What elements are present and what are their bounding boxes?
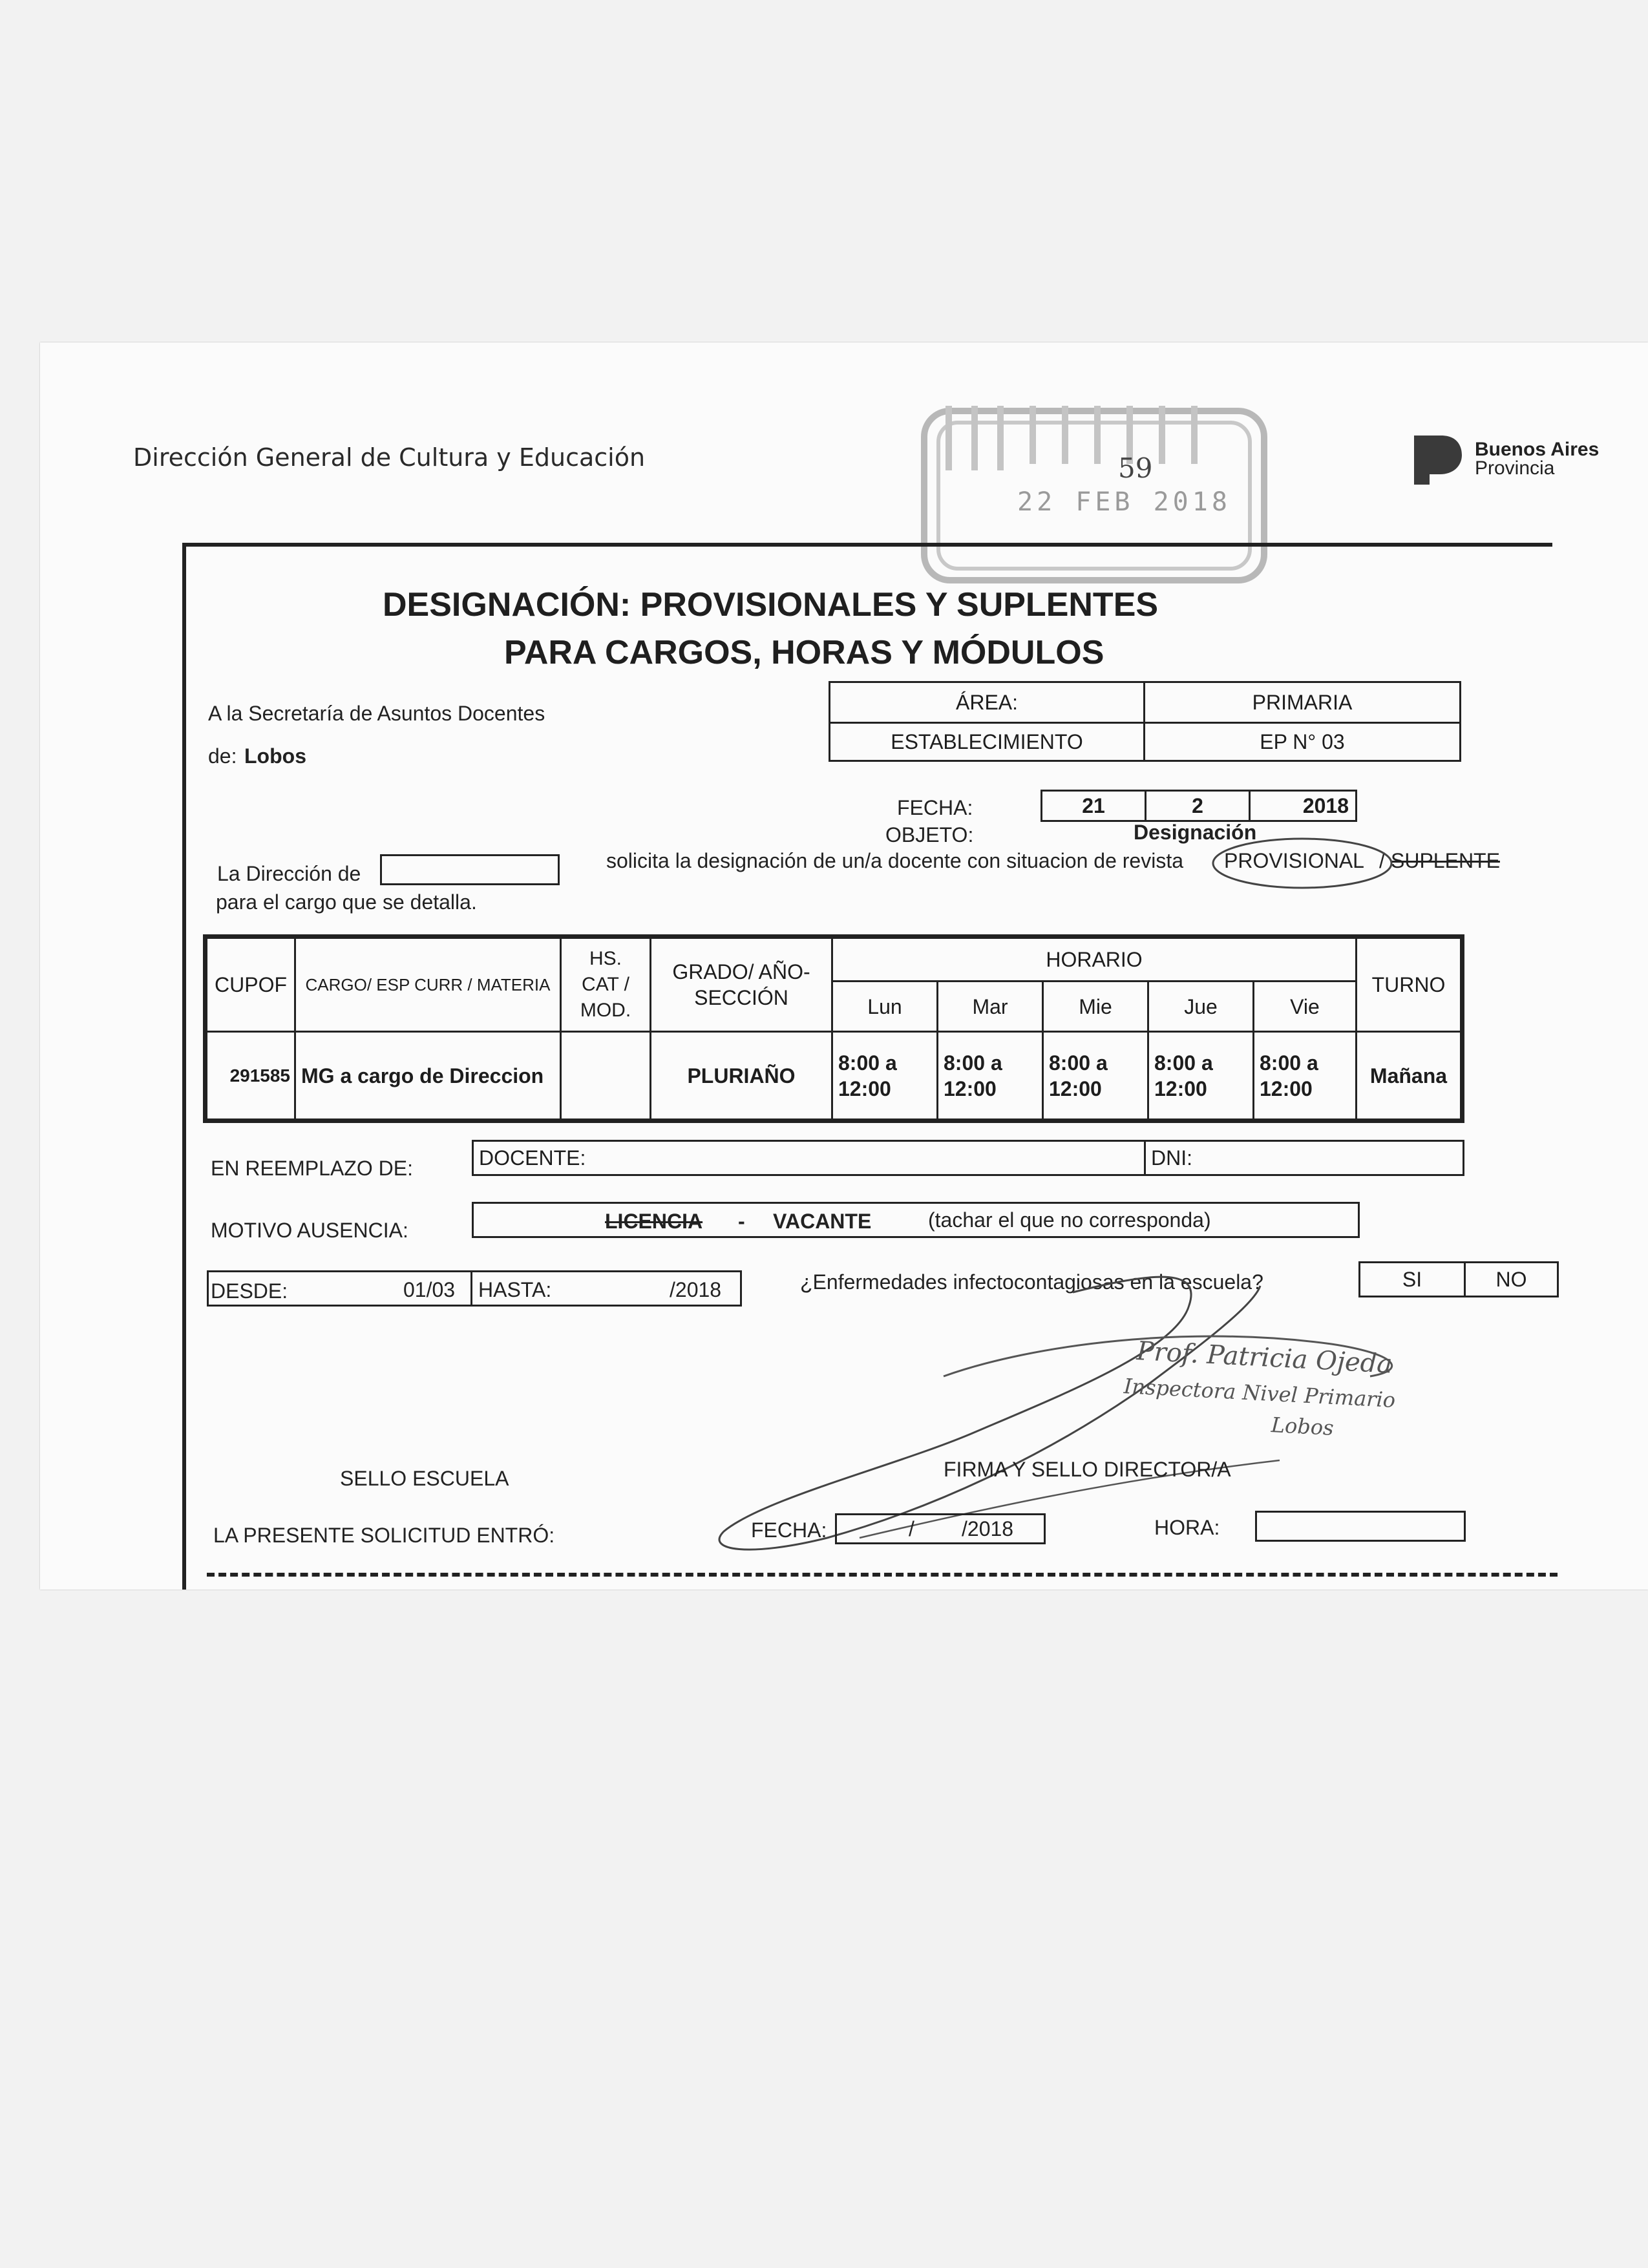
signature-place: Lobos (1271, 1412, 1335, 1441)
recipient-line: A la Secretaría de Asuntos Docentes (208, 702, 545, 725)
objeto-label: OBJETO: (885, 823, 974, 846)
footer-hora-label: HORA: (1154, 1516, 1220, 1539)
row-grado: PLURIAÑO (650, 1031, 833, 1120)
row-schedule-mie: 8:00 a 12:00 (1042, 1031, 1149, 1120)
frame-left-border (182, 543, 186, 1590)
option-separator: / (1379, 849, 1385, 872)
objeto-value: Designación (1134, 821, 1257, 844)
header-cupof: CUPOF (206, 937, 296, 1033)
stamp-date: 22 FEB 2018 (1017, 487, 1231, 517)
signature-name: Prof. Patricia Ojeda (1136, 1336, 1393, 1380)
enfermedades-no[interactable]: NO (1464, 1261, 1559, 1297)
header-day-mie: Mie (1042, 980, 1149, 1033)
buenos-aires-logo-icon (1408, 429, 1467, 488)
hasta-value[interactable]: /2018 (670, 1278, 722, 1301)
provisional-circle-mark-icon (1209, 834, 1396, 893)
sello-escuela-label: SELLO ESCUELA (340, 1467, 509, 1490)
footer-fecha-year: /2018 (962, 1517, 1014, 1540)
footer-fecha-field[interactable] (835, 1513, 1046, 1544)
form-title-line2: PARA CARGOS, HORAS Y MÓDULOS (504, 634, 1104, 671)
dni-field[interactable]: DNI: (1144, 1140, 1464, 1176)
footer-fecha-label: FECHA: (751, 1518, 827, 1542)
area-label: ÁREA: (829, 681, 1145, 724)
firma-director-label: FIRMA Y SELLO DIRECTOR/A (944, 1458, 1231, 1481)
header-day-lun: Lun (831, 980, 938, 1033)
province-name: Buenos Aires (1475, 439, 1600, 460)
header-grado: GRADO/ AÑO- SECCIÓN (650, 937, 833, 1033)
direccion-label: La Dirección de (217, 862, 361, 885)
row-hs-cat (560, 1031, 651, 1120)
fecha-month: 2 (1145, 790, 1251, 822)
row-schedule-jue: 8:00 a 12:00 (1147, 1031, 1254, 1120)
row-cupof: 291585 (206, 1031, 296, 1120)
option-provisional: PROVISIONAL (1224, 849, 1364, 872)
option-suplente: SUPLENTE (1391, 849, 1500, 872)
periodo-divider (470, 1270, 472, 1307)
fecha-year: 2018 (1249, 790, 1357, 822)
province-sub: Provincia (1475, 457, 1555, 479)
establecimiento-value: EP N° 03 (1143, 722, 1461, 762)
enfermedades-question: ¿Enfermedades infectocontagiosas en la escuela? (800, 1270, 1263, 1294)
motivo-licencia: LICENCIA (605, 1210, 703, 1233)
solicita-text: solicita la designación de un/a docente con situacion de revista (606, 849, 1184, 872)
hasta-label: HASTA: (478, 1278, 552, 1301)
desde-label: DESDE: (211, 1279, 288, 1303)
establecimiento-label: ESTABLECIMIENTO (829, 722, 1145, 762)
cut-line (207, 1573, 1558, 1577)
motivo-note: (tachar el que no corresponda) (928, 1208, 1211, 1232)
header-cargo: CARGO/ ESP CURR / MATERIA (294, 937, 562, 1033)
row-schedule-vie: 8:00 a 12:00 (1252, 1031, 1357, 1120)
header-horario: HORARIO (831, 937, 1357, 982)
enfermedades-si[interactable]: SI (1358, 1261, 1466, 1297)
fecha-label: FECHA: (897, 796, 973, 819)
footer-fecha-slash: / (909, 1517, 914, 1540)
docente-field[interactable]: DOCENTE: (472, 1140, 1146, 1176)
row-schedule-lun: 8:00 a 12:00 (831, 1031, 938, 1120)
form-title-line1: DESIGNACIÓN: PROVISIONALES Y SUPLENTES (383, 586, 1159, 624)
signature-title: Inspectora Nivel Primario (1123, 1374, 1397, 1412)
recipient-de-label: de: (208, 744, 237, 768)
header-hs-cat: HS. CAT / MOD. (560, 937, 651, 1033)
row-cargo: MG a cargo de Direccion (294, 1031, 562, 1120)
row-schedule-mar: 8:00 a 12:00 (936, 1031, 1044, 1120)
row-turno: Mañana (1355, 1031, 1462, 1120)
stamp-number: 59 (1118, 452, 1153, 484)
cargo-text: para el cargo que se detalla. (216, 890, 477, 914)
recipient-de-value: Lobos (244, 744, 306, 768)
motivo-vacante: VACANTE (773, 1210, 872, 1233)
footer-hora-field[interactable] (1255, 1511, 1466, 1542)
motivo-separator: - (738, 1210, 745, 1233)
header-day-mar: Mar (936, 980, 1044, 1033)
header-day-vie: Vie (1252, 980, 1357, 1033)
org-name: Dirección General de Cultura y Educación (133, 443, 646, 472)
reemplazo-label: EN REEMPLAZO DE: (211, 1157, 413, 1180)
area-value: PRIMARIA (1143, 681, 1461, 724)
motivo-label: MOTIVO AUSENCIA: (211, 1219, 408, 1242)
header-turno: TURNO (1355, 937, 1462, 1033)
fecha-day: 21 (1041, 790, 1146, 822)
desde-value[interactable]: 01/03 (403, 1278, 456, 1301)
frame-top-border (182, 543, 1552, 547)
direccion-field[interactable] (380, 854, 560, 885)
header-day-jue: Jue (1147, 980, 1254, 1033)
solicitud-entro-label: LA PRESENTE SOLICITUD ENTRÓ: (213, 1524, 555, 1547)
